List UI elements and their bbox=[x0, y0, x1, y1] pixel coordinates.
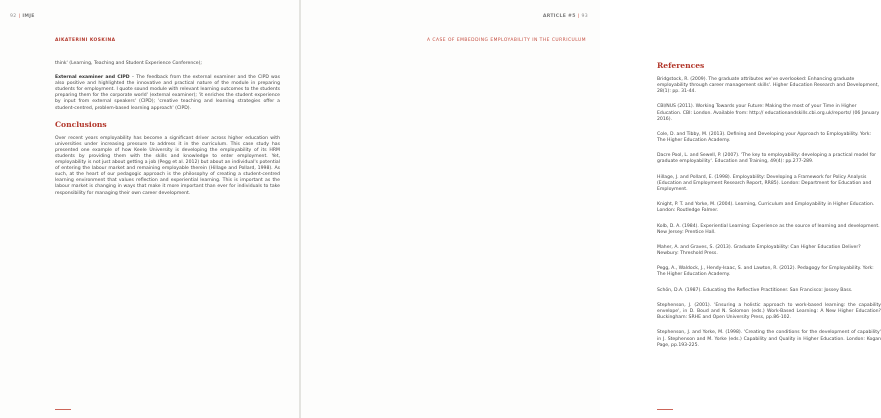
examiner-paragraph bbox=[55, 75, 280, 112]
left-page-number: 92 bbox=[10, 14, 17, 19]
right-page bbox=[301, 0, 881, 418]
reference-entry: Stephenson, J. and Yorke, M. (1998). 'Creating the conditions for the development of capability' in J. Stephenson and M. Yorke (eds.) Capability and Quality in Higher Education. London: Kogan Page, pp.193-225. bbox=[657, 330, 881, 348]
reference-entry: Hillage, J. and Pollard, E. (1998). Employability: Developing a Framework for Policy Analysis (Education and Employment Research Report, RR85). London: Department for Education and Employment. bbox=[657, 174, 872, 192]
right-article-label: ARTICLE #5 bbox=[542, 14, 576, 19]
intro-paragraph: think' (Learning, Teaching and Student Experience Conference); bbox=[55, 61, 202, 66]
reference-entry: Schön, D.A. (1987). Educating the Reflective Practitioner. San Francisco: Jossey Bass. bbox=[657, 287, 853, 293]
examiner-lead: External examiner and CIPD bbox=[55, 75, 130, 81]
right-footer-rule bbox=[657, 409, 673, 411]
left-text-column bbox=[55, 61, 280, 205]
reference-entry: Kolb, D. A. (1984). Experiential Learning: Experience as the source of learning and development. New Jersey: Prentice Hall. bbox=[657, 223, 880, 235]
right-folio bbox=[543, 14, 588, 19]
reference-entry: Knight, P. T. and Yorke, M. (2004). Learning, Curriculum and Employability in Higher Education. London: Routledge Falmer. bbox=[657, 202, 875, 214]
folio-divider: | bbox=[577, 14, 580, 19]
reference-entry: Dacre Pool, L. and Sewell, P. (2007). 'The key to employability: developing a practical model for graduate employability'. Education and Training, 49(4): pp.277-289. bbox=[657, 153, 877, 165]
left-page bbox=[0, 0, 299, 418]
examiner-body: – The feedback from the external examiner and the CIPD was also positive and highlighted the innovative and practical nature of the module in preparing students for employment. I quote sound module with relevant learning outcomes to the students preparing them for the corporate world' (external examiner); 'it enriches the student experience by input from external speakers' (CIPD); 'creative teaching and learning strategies offer a student-centred, problem-based learning approach' (CIPD). bbox=[55, 75, 281, 111]
conclusions-heading: Conclusions bbox=[55, 119, 107, 129]
left-journal-label: IMJE bbox=[22, 14, 35, 19]
left-folio bbox=[10, 14, 35, 19]
references-column bbox=[657, 61, 881, 358]
references-heading: References bbox=[657, 61, 705, 70]
reference-entry: Bridgstock, R. (2009). The graduate attributes we've overlooked: Enhancing graduate employability through career management skills'. Higher Education Research and Development, 28(1): pp. 31-44. bbox=[657, 77, 879, 95]
reference-entry: Cole, D. and Tibby, M. (2013). Defining and Developing your Approach to Employability. York: The Higher Education Academy. bbox=[657, 131, 872, 144]
left-footer-rule bbox=[55, 409, 71, 411]
author-running-head: AIKATERINI KOSKINA bbox=[55, 38, 116, 43]
right-page-number: 93 bbox=[581, 14, 588, 19]
reference-entry: Pegg, A., Waldock, J., Hendy-Isaac, S. and Lawton, R. (2012). Pedagogy for Employability. York: The Higher Education Academy. bbox=[657, 266, 874, 278]
folio-divider: | bbox=[18, 14, 21, 19]
reference-entry: CBI/NUS (2011). Working Towards your Future: Making the most of your Time in Higher Education. CBI: London. Available from: http:// educationandskills.cbi.org.uk/reports/ (06 January 2016). bbox=[657, 104, 880, 122]
reference-entry: Maher, A. and Graves, S. (2013). Graduate Employability: Can Higher Education Deliver? Newbury: Threshold Press. bbox=[657, 244, 861, 256]
article-running-head: A CASE OF EMBEDDING EMPLOYABILITY IN THE CURRICULUM bbox=[427, 38, 586, 43]
reference-entry: Stephenson, J. (2001). 'Ensuring a holistic approach to work-based learning: the capability envelope', in D. Boud and N. Solomon (eds.) Work-Based Learning: A New Higher Education? Buckingham: SRHE and Open University Press, pp.86-102. bbox=[657, 302, 881, 321]
conclusions-paragraph: Over recent years employability has become a significant driver across higher education with universities under increasing pressure to address it in the curriculum. This case study has presented one example of how Keele University is developing the employability of its HRM students by providing them with the skills and knowledge to enter employment. Yet, employability is not just about getting a job (Pegg et al. 2012) but about an individual's potential of entering the labour market and remaining employable therein (Hillage and Pollard, 1998). As such, at the heart of our pedagogic approach is the philosophy of creating a student-centred learning environment that values reflection and experiential learning. This is important as the labour market is changing in ways that make it more important than ever for individuals to take responsibility for managing their own career development. bbox=[55, 135, 280, 196]
